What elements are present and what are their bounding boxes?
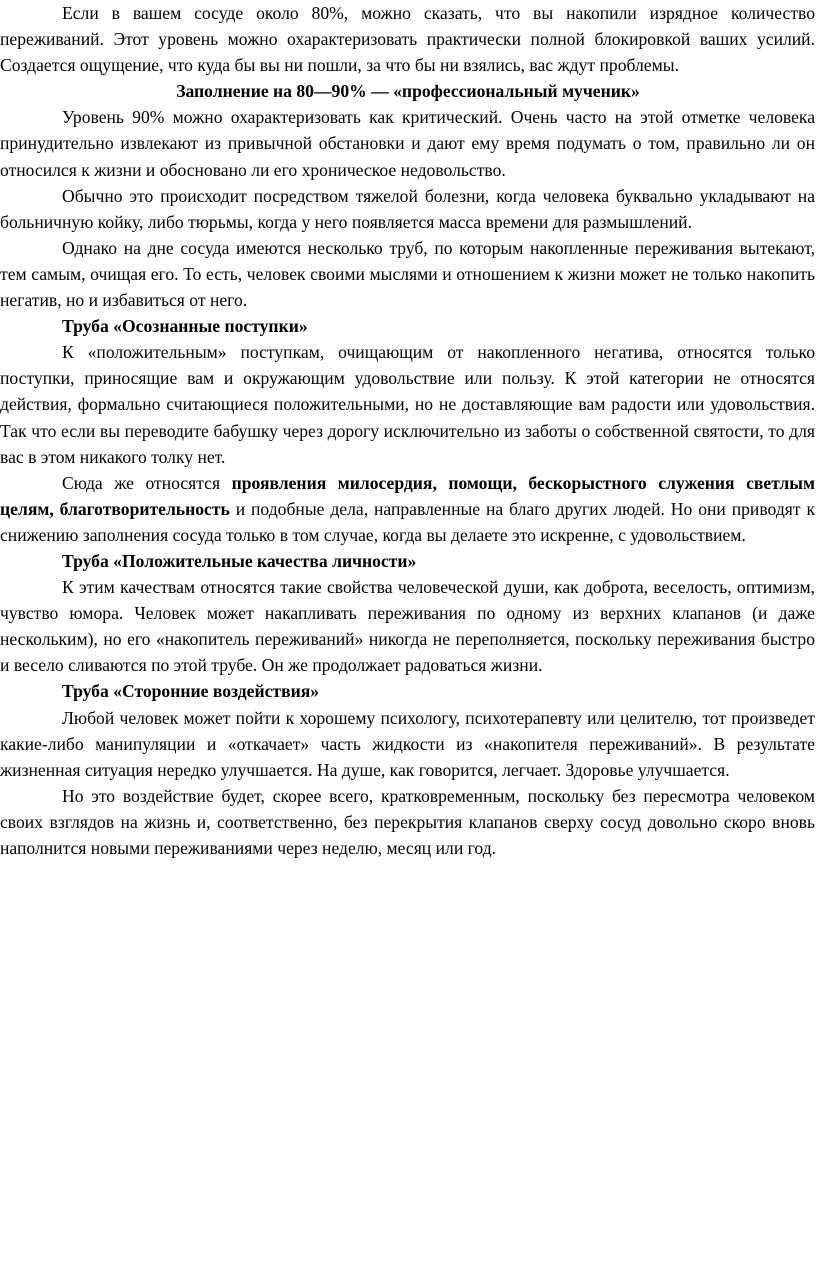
paragraph-psychologist: Любой человек может пойти к хорошему психологу, психотерапевту или целителю, тот произведет какие-либо манипуляции и «откачает» часть жидкости из «накопителя переживаний». В результате жизненная ситуация нередко улучшается. На душе, как говорится, легчает. Здоровье улучшается.: [0, 707, 815, 780]
heading-professional-martyr: Заполнение на 80—90% — «профессиональный мученик»: [176, 81, 640, 102]
paragraph-qualities: К этим качествам относятся такие свойства человеческой души, как доброта, веселость, оптимизм, чувство юмора. Человек может накапливать переживания по одному из верхних клапанов (и даже нескольким), но его «накопитель переживаний» никогда не переполняется, поскольку переживания быстро и весело сливаются по этой трубе. Он же продолжает радоваться жизни.: [0, 577, 815, 676]
paragraph-90-percent: Уровень 90% можно охарактеризовать как критический. Очень часто на этой отметке человека принудительно извлекают из привычной обстановки и дают ему время подумать о том, правильно ли он относился к жизни и обосновано ли его хроническое недовольство.: [0, 107, 815, 180]
paragraph-positive-actions: К «положительным» поступкам, очищающим от накопленного негатива, относятся только поступки, приносящие вам и окружающим удовольствие или пользу. К этой категории не относятся действия, формально считающиеся положительными, но не доставляющие вам радости или удовольствия. Так что если вы переводите бабушку через дорогу исключительно из заботы о собственной святости, то для вас в этом никакого толку нет.: [0, 342, 815, 467]
paragraph-80-percent: Если в вашем сосуде около 80%, можно сказать, что вы накопили изрядное количество переживаний. Этот уровень можно охарактеризовать практически полной блокировкой ваших усилий. Создается ощущение, что куда бы вы ни пошли, за что бы ни взялись, вас ждут проблемы.: [0, 3, 815, 76]
paragraph-illness-prison: Обычно это происходит посредством тяжелой болезни, когда человека буквально укладывают на больничную койку, либо тюрьмы, когда у него появляется масса времени для размышлений.: [0, 185, 815, 232]
paragraph-pipes: Однако на дне сосуда имеются несколько труб, по которым накопленные переживания вытекают, тем самым, очищая его. То есть, человек своими мыслями и отношением к жизни может не только накопить негатив, но и избавиться от него.: [0, 237, 815, 311]
paragraph-charity: [0, 470, 816, 548]
heading-conscious-actions: Труба «Осознанные поступки»: [62, 316, 308, 337]
charity-text-end: и подобные дела, направленные на благо других людей. Но они приводят к снижению заполнения сосуда только в том случае, когда вы делаете это искренне, с удовольствием.: [0, 498, 815, 545]
heading-positive-qualities: Труба «Положительные качества личности»: [62, 550, 417, 571]
paragraph-short-term: Но это воздействие будет, скорее всего, кратковременным, поскольку без пересмотра человеком своих взглядов на жизнь и, соответственно, без перекрытия клапанов сверху сосуд довольно скоро вновь наполнится новыми переживаниями через неделю, месяц или год.: [0, 785, 815, 858]
charity-text-bold: проявления милосердия, помощи, бескорыстного служения светлым целям, благотворительность: [0, 472, 815, 519]
charity-text-start: Сюда же относятся: [62, 472, 232, 493]
heading-external-influence: Труба «Сторонние воздействия»: [62, 681, 320, 702]
